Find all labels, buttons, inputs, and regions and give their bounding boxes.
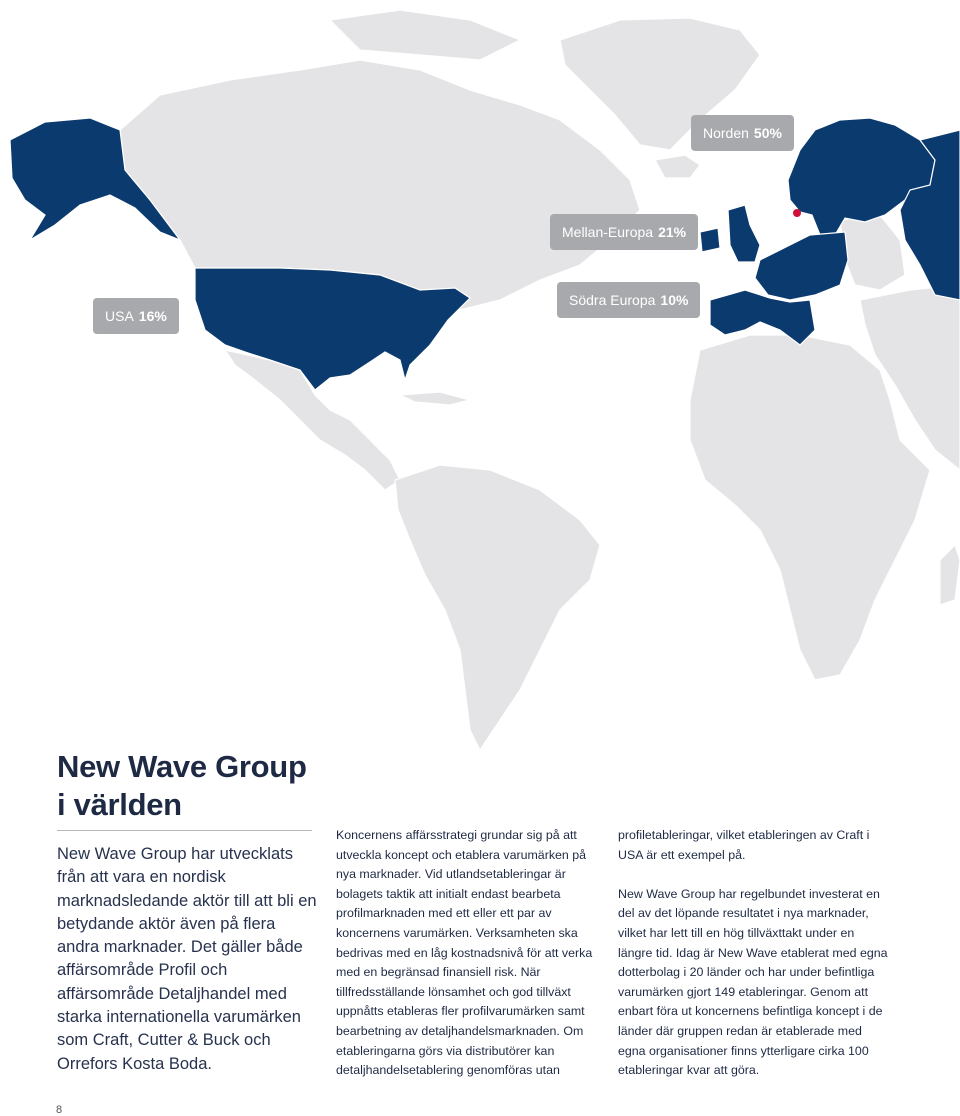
body-column-3-paragraph-1: profiletableringar, vilket etableringen av Craft i USA är ett exempel på. — [618, 828, 870, 862]
landmass-iceland — [655, 155, 700, 178]
badge-norden-name: Norden — [703, 125, 749, 141]
badge-sodra-europa — [557, 282, 700, 318]
page-number: 8 — [56, 1104, 63, 1116]
intro-text: New Wave Group har utvecklats från att vara en nordisk marknadsledande aktör till att bli en betydande aktör även på flera andra marknader. Det gäller både affärsområde Profil och affärsområde Detaljhandel med starka internationella varumärken som Craft, Cutter & Buck och Orrefors Kosta Boda. — [57, 845, 317, 1073]
badge-usa — [93, 298, 179, 334]
body-column-2 — [336, 826, 608, 1081]
landmass-caribbean — [400, 392, 470, 405]
region-uk — [728, 205, 760, 262]
badge-usa-value: 16% — [138, 308, 167, 324]
page-title-line2: i världen — [57, 787, 182, 822]
land-grey — [120, 10, 960, 750]
body-column-3-paragraph-2: New Wave Group har regelbundet investerat en del av det löpande resultatet i nya marknader, vilket har lett till en hög tillväxttakt under en längre tid. Idag är New Wave etablerat med egna dotterbolag i 20 länder och har under befintliga varumärken gjort 149 etableringar. Genom att enbart föra ut koncernens befintliga koncept i de länder där gruppen redan är etablerade med egna organisationer finns ytterligare cirka 100 etableringar kvar att göra. — [618, 886, 888, 1078]
title-divider — [57, 830, 312, 831]
badge-mellan-europa — [550, 214, 698, 250]
landmass-arctic-islands — [330, 10, 520, 60]
badge-mellan-europa-value: 21% — [658, 224, 687, 240]
region-ireland — [700, 228, 720, 252]
body-column-3 — [618, 826, 888, 1081]
badge-norden — [691, 115, 794, 151]
badge-usa-name: USA — [105, 308, 134, 324]
badge-norden-value: 50% — [753, 125, 782, 141]
badge-sodra-europa-name: Södra Europa — [569, 292, 656, 308]
badge-sodra-europa-value: 10% — [660, 292, 689, 308]
landmass-eastern-europe — [840, 215, 905, 290]
page-title — [57, 748, 307, 824]
hq-marker — [793, 209, 801, 217]
landmass-africa — [690, 335, 930, 680]
badge-mellan-europa-name: Mellan-Europa — [562, 224, 654, 240]
body-column-2-text: Koncernens affärsstrategi grundar sig på att utveckla koncept och etablera varumärken på nya marknader. Vid utlandsetableringar är bolagets taktik att initialt endast bearbeta profilmarknaden med ett eller ett par av koncernens varumärken. Verksamheten ska bedrivas med en låg kostnadsnivå för att verka med en begränsad finansiell risk. När tillfredsställande lönsamhet och god tillväxt uppnåtts etableras fler profilvarumärken samt bearbetning av detaljhandelsmarknaden. Om etableringarna görs via distributörer kan detaljhandelsetablering genomföras utan — [336, 828, 593, 1078]
page-title-line1: New Wave Group — [57, 749, 307, 784]
region-mellan-europa — [755, 232, 848, 300]
landmass-south-america — [395, 465, 600, 750]
landmass-madagascar — [940, 545, 960, 605]
